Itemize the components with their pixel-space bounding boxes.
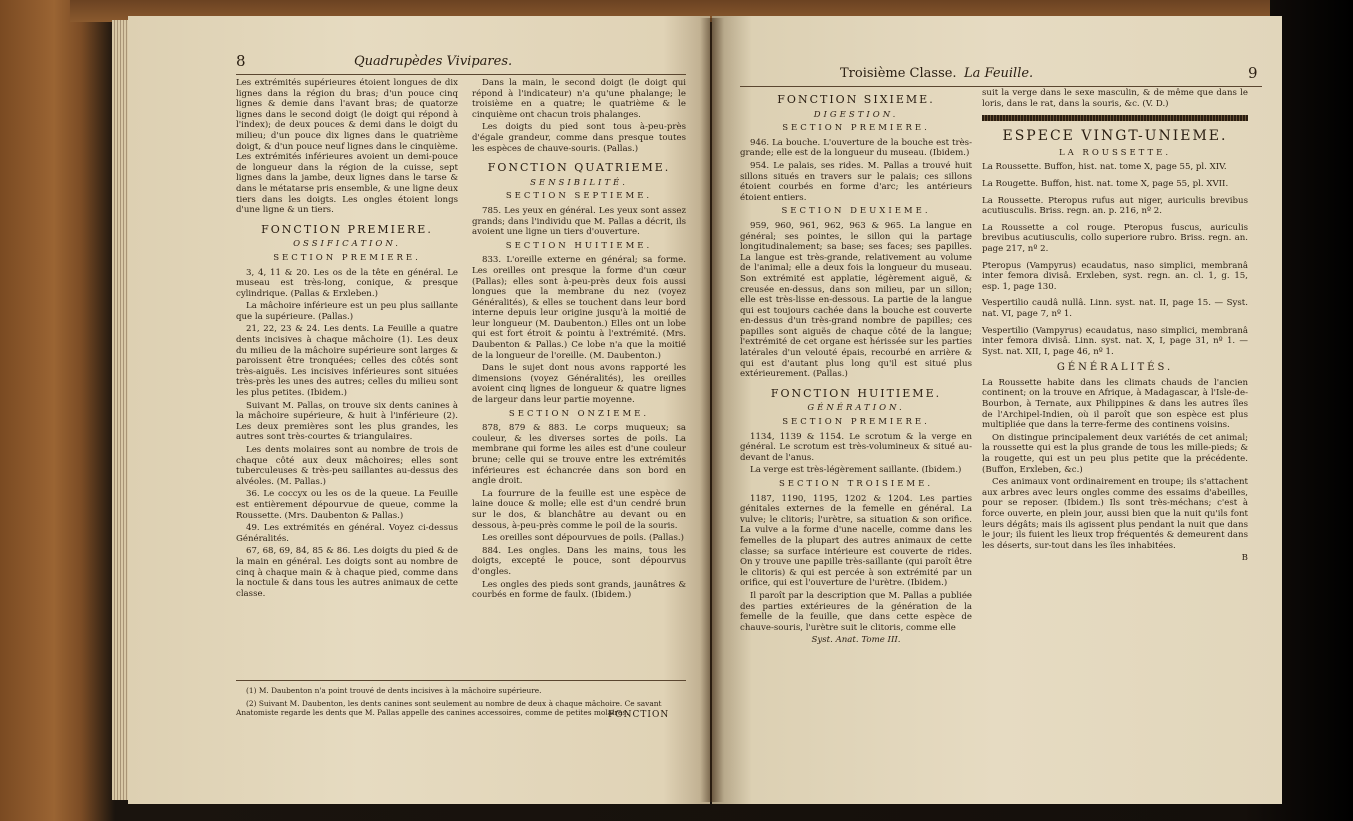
reference: La Roussette. Buffon, hist. nat. tome X, page 55, pl. XIV. (982, 162, 1227, 173)
running-head-class: Troisième Classe. (840, 66, 957, 81)
page-number: 8 (236, 52, 246, 70)
subheading: SENSIBILITÉ. (530, 177, 628, 188)
running-head: Quadrupèdes Vivipares. (354, 54, 513, 69)
reference: La Roussette. Pteropus rufus aut niger, auriculis brevibus acutiusculis. Briss. regn. an. p. 216, nº 2. (982, 195, 1248, 217)
paragraph: 878, 879 & 883. Le corps muqueux; sa couleur, & les diverses sortes de poils. La membrane qui forme les ailes est d'une couleur brune; celle qui se trouve entre les extrémités inférieures est échancrée dans son bord en angle droit. (472, 423, 686, 487)
subheading: DIGESTION. (813, 109, 899, 120)
paragraph: La mâchoire inférieure est un peu plus saillante que la supérieure. (Pallas.) (236, 301, 458, 322)
reference: La Roussette a col rouge. Pteropus fuscus, auriculis brevibus acutiusculis, collo superiore rubro. Briss. regn. an. page 217, nº 2. (982, 222, 1248, 254)
paragraph: Les oreilles sont dépourvues de poils. (Pallas.) (482, 533, 684, 544)
paragraph: 946. La bouche. L'ouverture de la bouche est très-grande; elle est de la longueur du museau. (Ibidem.) (740, 137, 972, 159)
paragraph: 67, 68, 69, 84, 85 & 86. Les doigts du pied & de la main en général. Les doigts sont au nombre de cinq à chaque main & à chaque pied, comme dans la noctule & dans tous les autres animaux de cette classe. (236, 546, 458, 599)
paragraph: 36. Le coccyx ou les os de la queue. La Feuille est entièrement dépourvue de queue, comme la Roussette. (Mrs. Daubenton & Pallas.) (236, 489, 458, 521)
running-head-title: La Feuille. (964, 66, 1034, 81)
left-column-2 (472, 78, 686, 603)
paragraph: Ces animaux vont ordinairement en troupe; ils s'attachent aux arbres avec leurs ongles comme des essaims d'abeilles, pour se reposer. (Ibidem.) Ils sont très-méchans; c'est à force ouverte, en plein jour, aussi bien que la nuit qu'ils font leurs dégâts; mais ils agissent plus pendant la nuit que dans le jour; ils fuient les lieux trop fréquentés & demeurent dans les déserts, sur-tout dans les îles inhabitées. (982, 477, 1248, 551)
footnote: (2) Suivant M. Daubenton, les dents canines sont seulement au nombre de deux à chaque mâchoire. Ce savant Anatomiste regarde les dents que M. Pallas appelle des canines accessoires, comme de petites molaires. (236, 698, 662, 718)
paragraph: Suivant M. Pallas, on trouve six dents canines à la mâchoire supérieure, & huit à l'inférieure (2). Les deux premières sont les plus grandes, les autres sont très-courtes & triangulaires. (236, 400, 458, 443)
section-heading: SECTION PREMIERE. (273, 252, 421, 263)
section-heading: SECTION SEPTIEME. (505, 191, 653, 202)
paragraph: Les ongles des pieds sont grands, jaunâtres & courbés en forme de faulx. (Ibidem.) (472, 579, 686, 601)
paragraph: Les doigts du pied sont tous à-peu-près d'égale grandeur, comme dans presque toutes les espèces de chauve-souris. (Pallas.) (472, 122, 686, 154)
section-heading: SECTION TROISIEME. (778, 479, 934, 489)
footnote-rule (236, 680, 686, 681)
section-heading: SECTION ONZIEME. (508, 408, 650, 419)
header-rule (236, 74, 686, 75)
paragraph: 1187, 1190, 1195, 1202 & 1204. Les parties génitales externes de la femelle en général. La vulve; le clitoris; l'urètre, sa situation & son orifice. La vulve a la forme d'une nacelle, comme dans les femelles de la plupart des autres animaux de cette classe; sa surface intérieure est couverte de rides. On y trouve une papille très-saillante (qui paroît être le clitoris) & qui est percée à son extrémité par un orifice, qui est l'ouverture de l'urètre. (Ibidem.) (740, 493, 972, 589)
paragraph: 3, 4, 11 & 20. Les os de la tête en général. Le museau est très-long, conique, & presque cylindrique. (Pallas & Erxleben.) (236, 267, 458, 299)
section-heading: GÉNÉRALITÉS. (1056, 362, 1174, 374)
paragraph: 884. Les ongles. Dans les mains, tous les doigts, excepté le pouce, sont dépourvus d'ongles. (472, 545, 686, 577)
paragraph: Les dents molaires sont au nombre de trois de chaque côté aux deux mâchoires; elles sont tuberculeuses & très-peu saillantes au-dessus des alvéoles. (M. Pallas.) (236, 445, 458, 487)
subheading: GÉNÉRATION. (807, 403, 905, 414)
ornament-band (982, 115, 1248, 121)
left-page (128, 16, 710, 804)
reference: La Rougette. Buffon, hist. nat. tome X, page 55, pl. XVII. (982, 178, 1229, 189)
paragraph: 1134, 1139 & 1154. Le scrotum & la verge en général. Le scrotum est très-volumineux & situé au-devant de l'anus. (740, 431, 972, 463)
right-column-1 (740, 86, 972, 646)
paragraph: suit la verge dans le sexe masculin, & de même que dans le loris, dans le rat, dans la souris, &c. (V. D.) (982, 88, 1248, 109)
reference: Vespertilio (Vampyrus) ecaudatus, naso simplici, membranâ inter femora divisâ. Linn. syst. nat. X, I, page 31, nº 1. — Syst. nat. XII, I, page 46, nº 1. (982, 325, 1248, 357)
section-heading: FONCTION PREMIERE. (261, 222, 433, 236)
page-number: 9 (1248, 64, 1258, 82)
paragraph: 954. Le palais, ses rides. M. Pallas a trouvé huit sillons situés en travers sur le palais; ces sillons étoient courbés en forme d'arc; les antérieurs étoient entiers. (740, 160, 972, 203)
section-heading: FONCTION QUATRIEME. (487, 161, 671, 175)
species-name: LA ROUSSETTE. (1058, 147, 1172, 158)
right-column-2 (982, 88, 1248, 564)
section-heading: SECTION PREMIERE. (782, 123, 930, 134)
section-heading: SECTION DEUXIEME. (781, 206, 931, 217)
signature-line: Syst. Anat. Tome III. (811, 635, 901, 646)
right-page (712, 16, 1282, 804)
species-heading: ESPECE VINGT-UNIEME. (1002, 128, 1228, 145)
paragraph: Il paroît par la description que M. Pallas a publiée des parties extérieures de la génération de la femelle de la feuille, que dans cette espèce de chauve-souris, l'urètre suit le clitoris, comme elle (740, 590, 972, 633)
paragraph: On distingue principalement deux variétés de cet animal; la roussette qui est la plus grande de tous les mille-pieds; & la rougette, qui est un peu plus petite que la précédente. (Buffon, Erxleben, &c.) (982, 432, 1248, 475)
paragraph: 21, 22, 23 & 24. Les dents. La Feuille a quatre dents incisives à chaque mâchoire (1). Les deux du milieu de la mâchoire supérieure sont larges & paroissent être tronquées; celles des côtés sont très-aiguës. Les incisives inférieures sont situées très-près les unes des autres; celles du milieu sont les plus petites. (Ibidem.) (236, 324, 458, 399)
catchword: FONCTION (608, 710, 670, 720)
section-heading: FONCTION HUITIEME. (770, 386, 942, 400)
book-gutter (700, 18, 724, 802)
section-heading: SECTION PREMIERE. (782, 417, 930, 428)
paragraph: La fourrure de la feuille est une espèce de laine douce & molle; elle est d'un cendré brun sur le dos, & blanchâtre au devant ou en dessous, à-peu-près comme le poil de la souris. (472, 488, 686, 531)
paragraph: La Roussette habite dans les climats chauds de l'ancien continent; on la trouve en Afrique, à Madagascar, à l'Isle-de-Bourbon, à Ternate, aux Philippines & dans les autres îles de l'Archipel-Indien, où il paroît que son espèce est plus multipliée que dans la terre-ferme des continens voisins. (982, 377, 1248, 431)
paragraph: 833. L'oreille externe en général; sa forme. Les oreilles ont presque la forme d'un cœur (Pallas); elles sont à-peu-près deux fois aussi longues que la membrane du nez (voyez Généralités), & elles se touchent dans leur bord interne depuis leur origine jusqu'à la moitié de leur longueur (M. Daubenton.) Elles ont un lobe qui est fort étroit & pointu à l'extrémité. (Mrs. Daubenton & Pallas.) Ce lobe n'a que la moitié de la longueur de l'oreille. (M. Daubenton.) (472, 255, 686, 361)
paragraph: La verge est très-légèrement saillante. (Ibidem.) (750, 465, 962, 476)
references (982, 162, 1248, 357)
reference: Vespertilio caudâ nullâ. Linn. syst. nat. II, page 15. — Syst. nat. VI, page 7, nº 1. (982, 298, 1248, 319)
left-column-1 (236, 78, 458, 601)
section-heading: FONCTION SIXIEME. (777, 93, 935, 106)
paragraph: Dans la main, le second doigt (le doigt qui répond à l'indicateur) n'a qu'une phalange; le troisième en a quatre; le quatrième & le cinquième ont chacun trois phalanges. (472, 78, 686, 120)
paragraph: 49. Les extrémités en général. Voyez ci-dessus Généralités. (236, 523, 458, 544)
paragraph: Dans le sujet dont nous avons rapporté les dimensions (voyez Généralités), les oreilles avoient cinq lignes de longueur & quatre lignes de largeur dans leur partie moyenne. (472, 363, 686, 406)
paragraph: Les extrémités supérieures étoient longues de dix lignes dans la région du bras; d'un pouce cinq lignes & demie dans l'avant bras; de quatorze lignes dans le second doigt (le doigt qui répond à l'index); de deux pouces & demi dans le doigt du milieu; d'un pouce dix lignes dans le quatrième doigt, & d'un pouce neuf lignes dans le cinquième. Les extrémités inférieures avoient un demi-pouce de longueur dans la région de la cuisse, sept lignes dans la jambe, deux lignes dans le tarse & dans le métatarse pris ensemble, & une ligne deux tiers dans les doigts. Les ongles étoient longs d'une ligne & un tiers. (236, 78, 458, 216)
paragraph: 785. Les yeux en général. Les yeux sont assez grands; dans l'individu que M. Pallas a décrit, ils avoient une ligne un tiers d'ouverture. (472, 205, 686, 238)
reference: Pteropus (Vampyrus) ecaudatus, naso simplici, membranâ inter femora divisâ. Erxleben, syst. regn. an. cl. 1, g. 15, esp. 1, page 130. (982, 260, 1248, 292)
footnote: (1) M. Daubenton n'a point trouvé de dents incisives à la mâchoire supérieure. (246, 686, 542, 695)
subheading: OSSIFICATION. (293, 239, 401, 250)
section-heading: SECTION HUITIEME. (505, 240, 653, 251)
paragraph: 959, 960, 961, 962, 963 & 965. La langue en général; ses pointes, le sillon qui la partage longitudinalement; sa base; ses faces; ses papilles. La langue est très-grande, relativement au volume de l'animal; elle a deux fois la longueur du museau. Son extrémité est applatie, légèrement aiguë, & creusée en-dessus, dans son milieu, par un sillon; elle est très-lisse en-dessous. La partie de la langue qui est toujours cachée dans la bouche est couverte en-dessus d'un très-grand nombre de papilles; ces papilles sont aiguës de chaque côté de la langue; l'extrémité de cet organe est hérissée sur les parties latérales d'un velouté épais, recourbé en arrière & qui est d'autant plus long qu'il est situé plus extérieurement. (Pallas.) (740, 220, 972, 380)
signature-mark: B (1241, 553, 1248, 564)
